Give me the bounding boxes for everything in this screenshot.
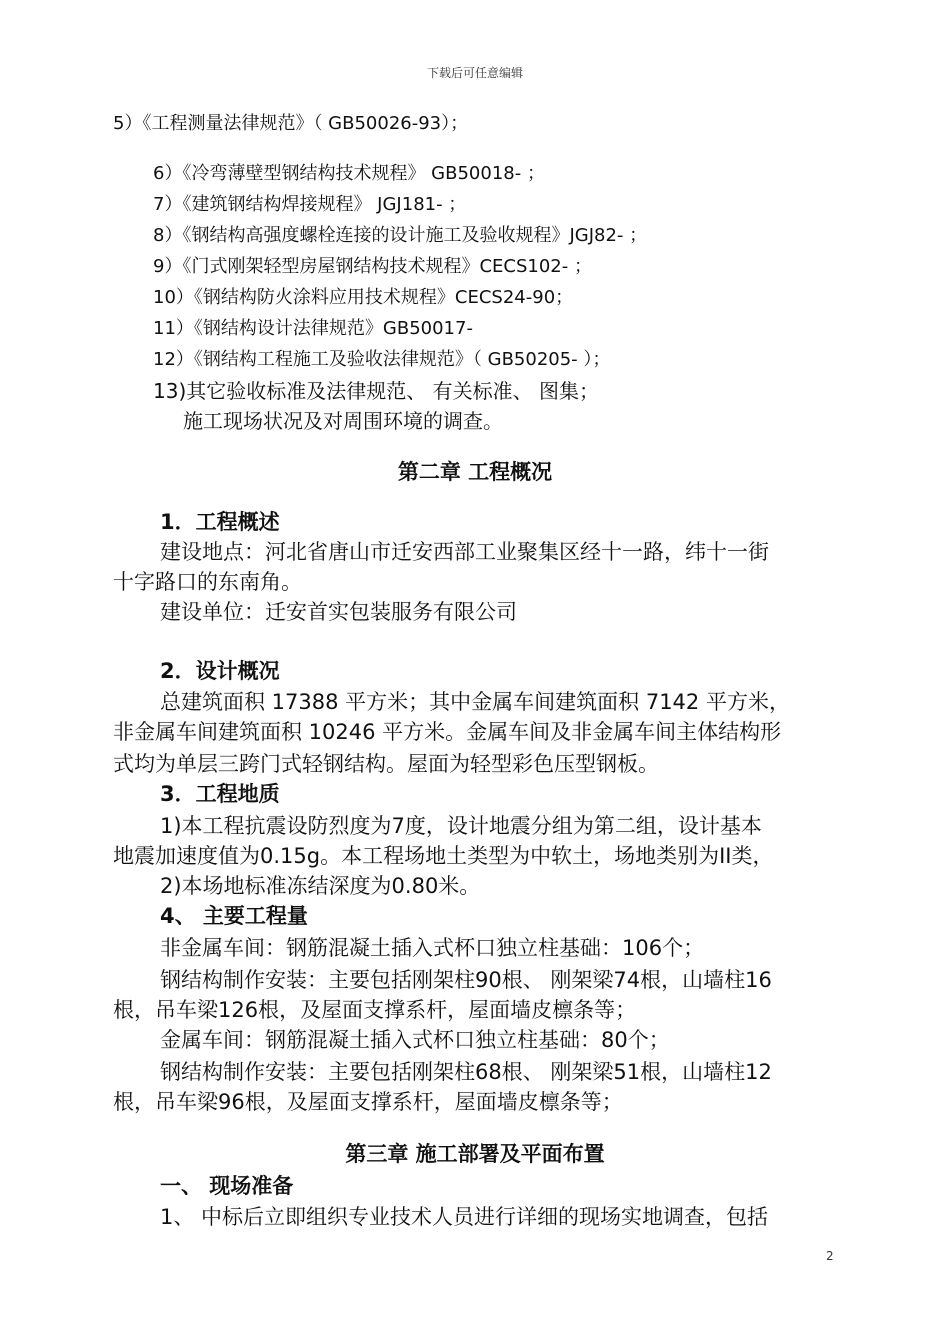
paragraph-line: 1、 中标后立即组织专业技术人员进行详细的现场实地调查，包括 bbox=[160, 1205, 769, 1229]
list-item: 10）《钢结构防火涂料应用技术规程》CECS24-90； bbox=[153, 287, 574, 308]
list-item: 7）《建筑钢结构焊接规程》 JGJ181- ； bbox=[153, 194, 467, 215]
section-heading: 2．设计概况 bbox=[160, 659, 280, 683]
section-heading: 1．工程概述 bbox=[160, 510, 280, 534]
paragraph-line: 钢结构制作安装：主要包括刚架柱68根、 刚架梁51根，山墙柱12 bbox=[160, 1060, 772, 1084]
chapter-3-title: 第三章 施工部署及平面布置 bbox=[345, 1142, 605, 1166]
paragraph-line: 非金属车间建筑面积 10246 平方米。金属车间及非金属车间主体结构形 bbox=[113, 720, 782, 744]
paragraph-line: 建设单位：迁安首实包装服务有限公司 bbox=[160, 600, 517, 624]
paragraph-line: 总建筑面积 17388 平方米；其中金属车间建筑面积 7142 平方米， bbox=[160, 690, 790, 714]
paragraph-line: 2)本场地标准冻结深度为0.80米。 bbox=[160, 874, 481, 898]
list-item: 13)其它验收标准及法律规范、 有关标准、 图集； bbox=[153, 379, 599, 403]
paragraph-line: 1)本工程抗震设防烈度为7度，设计地震分组为第二组，设计基本 bbox=[160, 814, 762, 838]
list-item: 5）《工程测量法律规范》（ GB50026-93）； bbox=[113, 113, 469, 134]
chapter-2-title: 第二章 工程概况 bbox=[397, 460, 553, 484]
paragraph-line: 金属车间：钢筋混凝土插入式杯口独立柱基础：80个； bbox=[160, 1028, 670, 1052]
paragraph-line: 地震加速度值为0.15g。本工程场地土类型为中软土，场地类别为II类， bbox=[113, 844, 774, 868]
list-item: 8）《钢结构高强度螺栓连接的设计施工及验收规程》JGJ82- ； bbox=[153, 225, 648, 246]
list-item: 9）《门式刚架轻型房屋钢结构技术规程》CECS102- ； bbox=[153, 256, 592, 277]
section-heading: 一、 现场准备 bbox=[160, 1174, 294, 1198]
list-item: 11）《钢结构设计法律规范》GB50017- bbox=[153, 318, 473, 339]
paragraph-line: 十字路口的东南角。 bbox=[113, 570, 302, 594]
paragraph-line: 根，吊车梁96根，及屋面支撑系杆，屋面墙皮檩条等； bbox=[113, 1090, 623, 1114]
list-item: 6）《冷弯薄壁型钢结构技术规程》 GB50018- ； bbox=[153, 163, 545, 184]
section-heading: 3．工程地质 bbox=[160, 782, 280, 806]
list-item: 施工现场状况及对周围环境的调查。 bbox=[183, 409, 503, 433]
page-number: 2 bbox=[826, 1249, 834, 1263]
paragraph-line: 非金属车间：钢筋混凝土插入式杯口独立柱基础：106个； bbox=[160, 936, 705, 960]
page-header-note: 下载后可任意编辑 bbox=[426, 66, 523, 80]
paragraph-line: 根，吊车梁126根，及屋面支撑系杆，屋面墙皮檩条等； bbox=[113, 998, 637, 1022]
list-item: 12）《钢结构工程施工及验收法律规范》（ GB50205- ）； bbox=[153, 349, 611, 370]
paragraph-line: 建设地点：河北省唐山市迁安西部工业聚集区经十一路，纬十一街 bbox=[160, 540, 769, 564]
paragraph-line: 式均为单层三跨门式轻钢结构。屋面为轻型彩色压型钢板。 bbox=[113, 752, 659, 776]
section-heading: 4、 主要工程量 bbox=[160, 904, 308, 928]
paragraph-line: 钢结构制作安装：主要包括刚架柱90根、 刚架梁74根，山墙柱16 bbox=[160, 968, 772, 992]
